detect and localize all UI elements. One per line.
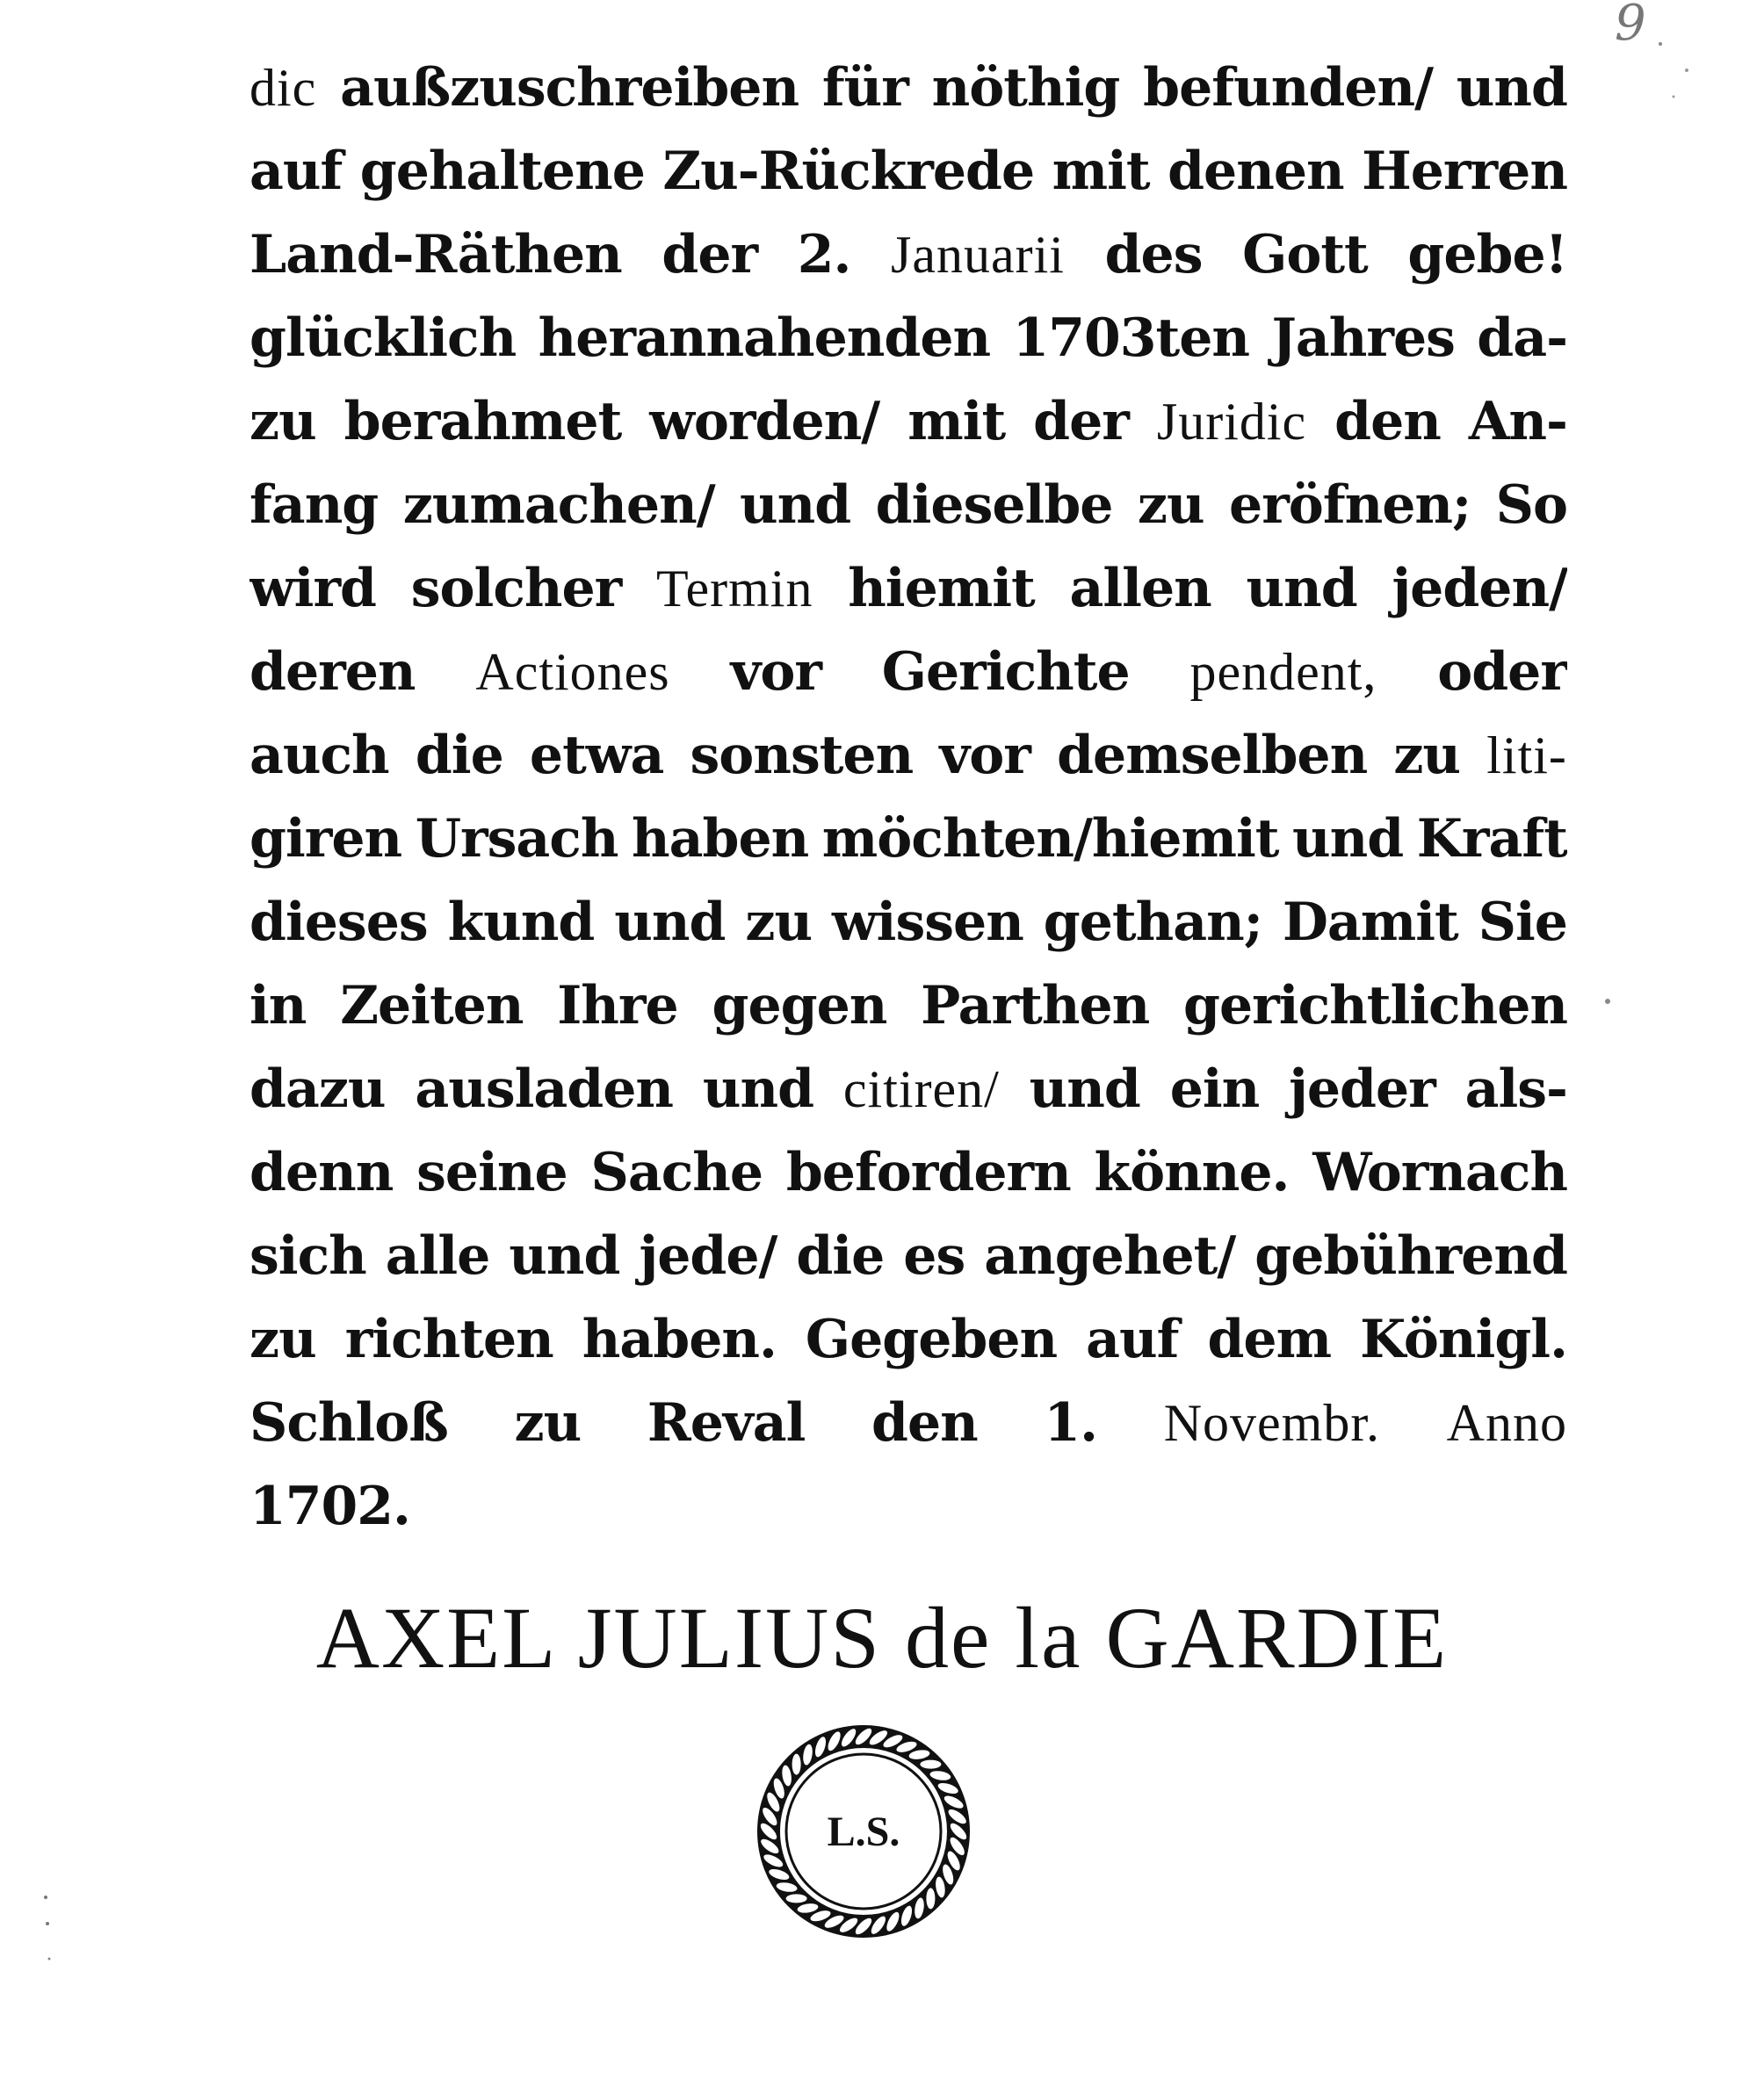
word: gerichtlichen <box>1183 975 1567 1036</box>
word: und <box>702 1058 814 1120</box>
word: Reval <box>647 1392 806 1454</box>
word: seine <box>416 1142 568 1203</box>
word: Herren <box>1362 141 1567 202</box>
word: pendent, <box>1189 643 1377 701</box>
word: und <box>1029 1058 1140 1120</box>
word: oder <box>1437 641 1567 703</box>
text-line <box>249 1217 1567 1296</box>
word: wissen <box>832 892 1023 953</box>
word: Schloß <box>249 1392 448 1454</box>
word: alle <box>385 1225 490 1287</box>
word: zu <box>249 391 316 452</box>
word: Königl. <box>1360 1309 1567 1370</box>
word: glücklich <box>249 307 517 369</box>
word: der <box>1033 391 1129 452</box>
word: da- <box>1477 307 1567 369</box>
word: ausladen <box>415 1058 674 1120</box>
word: nöthig <box>931 57 1120 119</box>
word: zu <box>1393 725 1461 786</box>
word: kund <box>447 892 595 953</box>
left-edge-specks <box>35 1889 61 1976</box>
word: dieselbe <box>875 474 1113 536</box>
word: Kraft <box>1416 808 1567 870</box>
text-line <box>249 382 1567 461</box>
word: befordern <box>785 1142 1071 1203</box>
word: zu <box>514 1392 582 1454</box>
word: und <box>1246 558 1357 619</box>
word: befunden/ <box>1143 57 1433 119</box>
word: Novembr. <box>1163 1394 1380 1452</box>
word: Wornach <box>1312 1142 1567 1203</box>
word: dazu <box>249 1058 386 1120</box>
word: liti- <box>1486 726 1567 784</box>
text-line <box>249 716 1567 795</box>
word: Ursach <box>415 808 618 870</box>
word: Gott <box>1242 224 1368 285</box>
word: Actiones <box>475 643 670 701</box>
word: möchten/hiemit <box>821 808 1279 870</box>
word: gethan; <box>1043 892 1262 953</box>
word: Gegeben <box>805 1309 1058 1370</box>
word: eröfnen; <box>1229 474 1471 536</box>
text-line <box>249 883 1567 962</box>
word: ein <box>1169 1058 1260 1120</box>
word: auf <box>249 141 343 202</box>
seal <box>745 1713 982 1950</box>
word: vor <box>730 641 821 703</box>
word: auf <box>1086 1309 1179 1370</box>
word: Ihre <box>557 975 678 1036</box>
word: An- <box>1468 391 1567 452</box>
word: Anno <box>1446 1394 1567 1452</box>
word: Gerichte <box>881 641 1130 703</box>
word: Jahres <box>1271 307 1455 369</box>
word: auch <box>249 725 389 786</box>
word: fang <box>249 474 379 536</box>
word: der <box>662 224 758 285</box>
word: 2. <box>797 224 851 285</box>
word: vor <box>939 725 1030 786</box>
word: sich <box>249 1225 366 1287</box>
word: berahmet <box>343 391 622 452</box>
word: die <box>415 725 503 786</box>
signature: AXEL JULIUS de la GARDIE <box>315 1589 1449 1686</box>
text-line <box>249 299 1567 378</box>
word: Damit <box>1282 892 1458 953</box>
word: in <box>249 975 307 1036</box>
page-mark: 9 <box>1615 0 1646 52</box>
text-line <box>249 1383 1567 1462</box>
page-edge-specks <box>1652 18 1704 123</box>
word: und <box>1292 808 1404 870</box>
word: deren <box>249 641 416 703</box>
word: jeden/ <box>1392 558 1567 619</box>
word: des <box>1104 224 1203 285</box>
word: herannahenden <box>538 307 991 369</box>
word: gegen <box>712 975 887 1036</box>
word: dic <box>249 59 317 117</box>
word: zu <box>249 1309 316 1370</box>
text-line <box>249 215 1567 294</box>
word: außzuschreiben <box>340 57 799 119</box>
word: Land-Räthen <box>249 224 622 285</box>
word: für <box>821 57 908 119</box>
word: denn <box>249 1142 394 1203</box>
word: demselben <box>1057 725 1368 786</box>
word: Zu-Rückrede <box>662 141 1035 202</box>
word: und <box>740 474 851 536</box>
word: hiemit <box>848 558 1035 619</box>
text-line <box>249 1467 1567 1546</box>
word: Januarii <box>891 226 1065 284</box>
word: worden/ <box>649 391 880 452</box>
word: jede/ <box>639 1225 777 1287</box>
word: mit <box>1052 141 1150 202</box>
word: Juridic <box>1156 393 1307 451</box>
word: Zeiten <box>340 975 524 1036</box>
word: als- <box>1464 1058 1567 1120</box>
text-line <box>249 466 1567 545</box>
word: zu <box>745 892 813 953</box>
text-line <box>249 966 1567 1045</box>
word: gehaltene <box>359 141 645 202</box>
word: giren <box>249 808 402 870</box>
word: könne. <box>1094 1142 1290 1203</box>
word: 1. <box>1044 1392 1098 1454</box>
word: dieses <box>249 892 428 953</box>
word: jeder <box>1289 1058 1435 1120</box>
word: 1702. <box>249 1476 410 1537</box>
text-line <box>249 799 1567 878</box>
word: Parthen <box>921 975 1150 1036</box>
word: zumachen/ <box>402 474 715 536</box>
text-line <box>249 549 1567 628</box>
word: und <box>1456 57 1567 119</box>
word: angehet/ <box>984 1225 1236 1287</box>
word: So <box>1495 474 1567 536</box>
word: richten <box>344 1309 553 1370</box>
word: sonsten <box>690 725 914 786</box>
text-line <box>249 1133 1567 1212</box>
word: gebe! <box>1407 224 1567 285</box>
word: Sache <box>590 1142 763 1203</box>
text-line <box>249 632 1567 711</box>
word: Sie <box>1478 892 1567 953</box>
word: den <box>871 1392 978 1454</box>
word: solcher <box>410 558 622 619</box>
word: haben. <box>582 1309 777 1370</box>
word: etwa <box>529 725 664 786</box>
word: zu <box>1137 474 1204 536</box>
word: es <box>903 1225 965 1287</box>
word: dem <box>1207 1309 1332 1370</box>
right-edge-speck <box>1599 993 1616 1010</box>
word: citiren/ <box>842 1060 1000 1118</box>
word: 1703ten <box>1012 307 1250 369</box>
word: denen <box>1168 141 1344 202</box>
text-line <box>249 1300 1567 1379</box>
word: allen <box>1069 558 1211 619</box>
seal-label: L.S. <box>827 1808 900 1855</box>
word: wird <box>249 558 377 619</box>
text-line <box>249 48 1567 127</box>
text-line <box>249 1050 1567 1129</box>
word: gebührend <box>1254 1225 1567 1287</box>
word: die <box>796 1225 885 1287</box>
text-line <box>249 132 1567 211</box>
word: haben <box>632 808 809 870</box>
word: und <box>509 1225 620 1287</box>
word: den <box>1334 391 1441 452</box>
word: und <box>614 892 726 953</box>
word: Termin <box>656 560 813 618</box>
word: mit <box>907 391 1006 452</box>
